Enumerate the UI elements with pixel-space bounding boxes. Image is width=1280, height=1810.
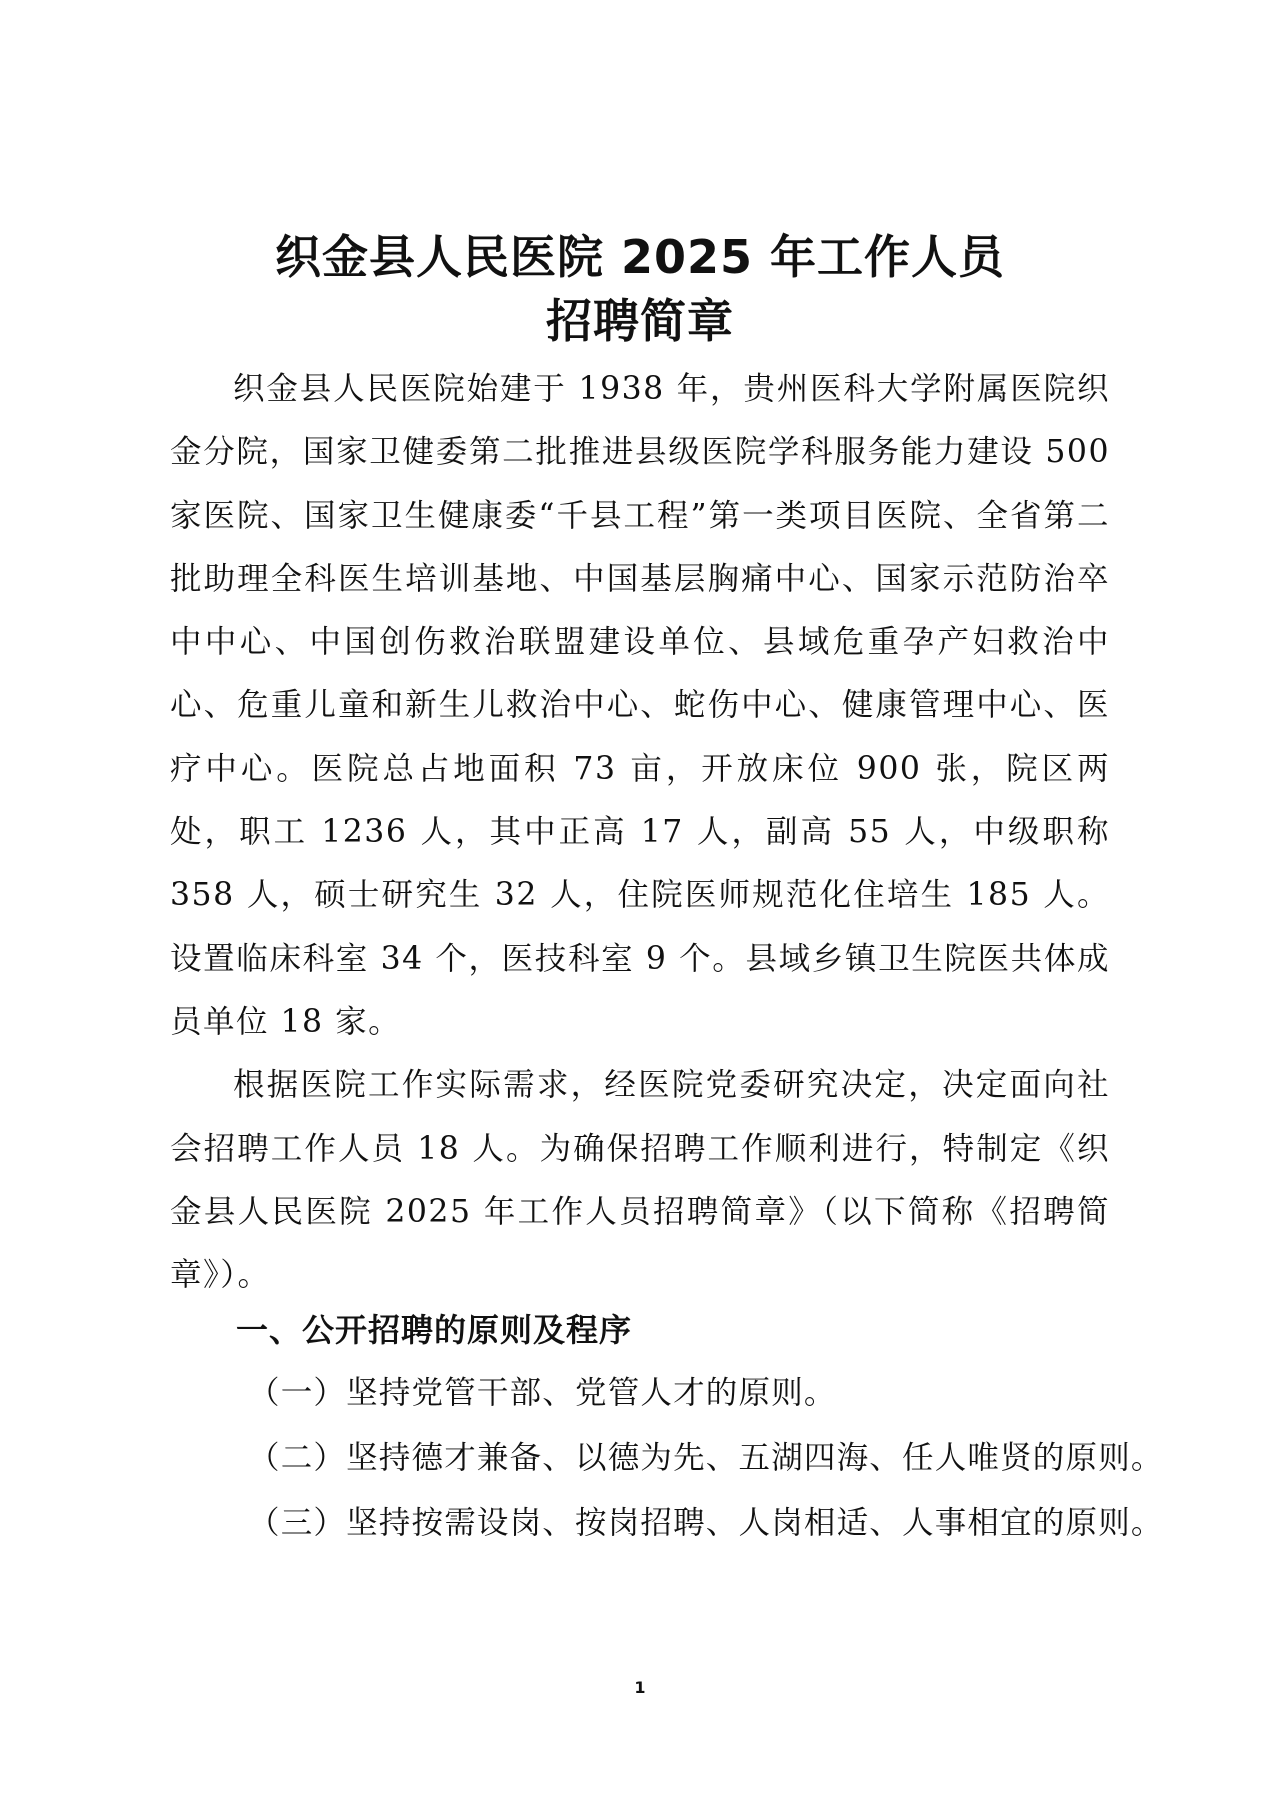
purpose-paragraph: 根据医院工作实际需求，经医院党委研究决定，决定面向社会招聘工作人员 18 人。为确保招聘工作顺利进行，特制定《织金县人民医院 2025 年工作人员招聘简章》（以下简称《招聘简章》）。 — [170, 1067, 1110, 1294]
principle-item-1: （一）坚持党管干部、党管人才的原则。 — [248, 1375, 837, 1411]
document-title-line-1: 织金县人民医院 2025 年工作人员 — [274, 230, 1006, 284]
principle-item-3: （三）坚持按需设岗、按岗招聘、人岗相适、人事相宜的原则。 — [248, 1505, 1164, 1541]
principle-item-2: （二）坚持德才兼备、以德为先、五湖四海、任人唯贤的原则。 — [248, 1440, 1164, 1476]
document-title-line-2: 招聘简章 — [546, 294, 734, 348]
page-number: 1 — [634, 1678, 646, 1697]
document-body — [170, 358, 1110, 1307]
intro-paragraph: 织金县人民医院始建于 1938 年，贵州医科大学附属医院织金分院，国家卫健委第二批推进县级医院学科服务能力建设 500 家医院、国家卫生健康委“千县工程”第一类项目医院、全省第二批助理全科医生培训基地、中国基层胸痛中心、国家示范防治卒中中心、中国创伤救治联盟建设单位、县域危重孕产妇救治中心、危重儿童和新生儿救治中心、蛇伤中心、健康管理中心、医疗中心。医院总占地面积 73 亩，开放床位 900 张，院区两处，职工 1236 人，其中正高 17 人，副高 55 人，中级职称 358 人，硕士研究生 32 人，住院医师规范化住培生 185 人。设置临床科室 34 个，医技科室 9 个。县域乡镇卫生院医共体成员单位 18 家。 — [170, 371, 1110, 1040]
section-heading: 一、公开招聘的原则及程序 — [236, 1311, 633, 1349]
